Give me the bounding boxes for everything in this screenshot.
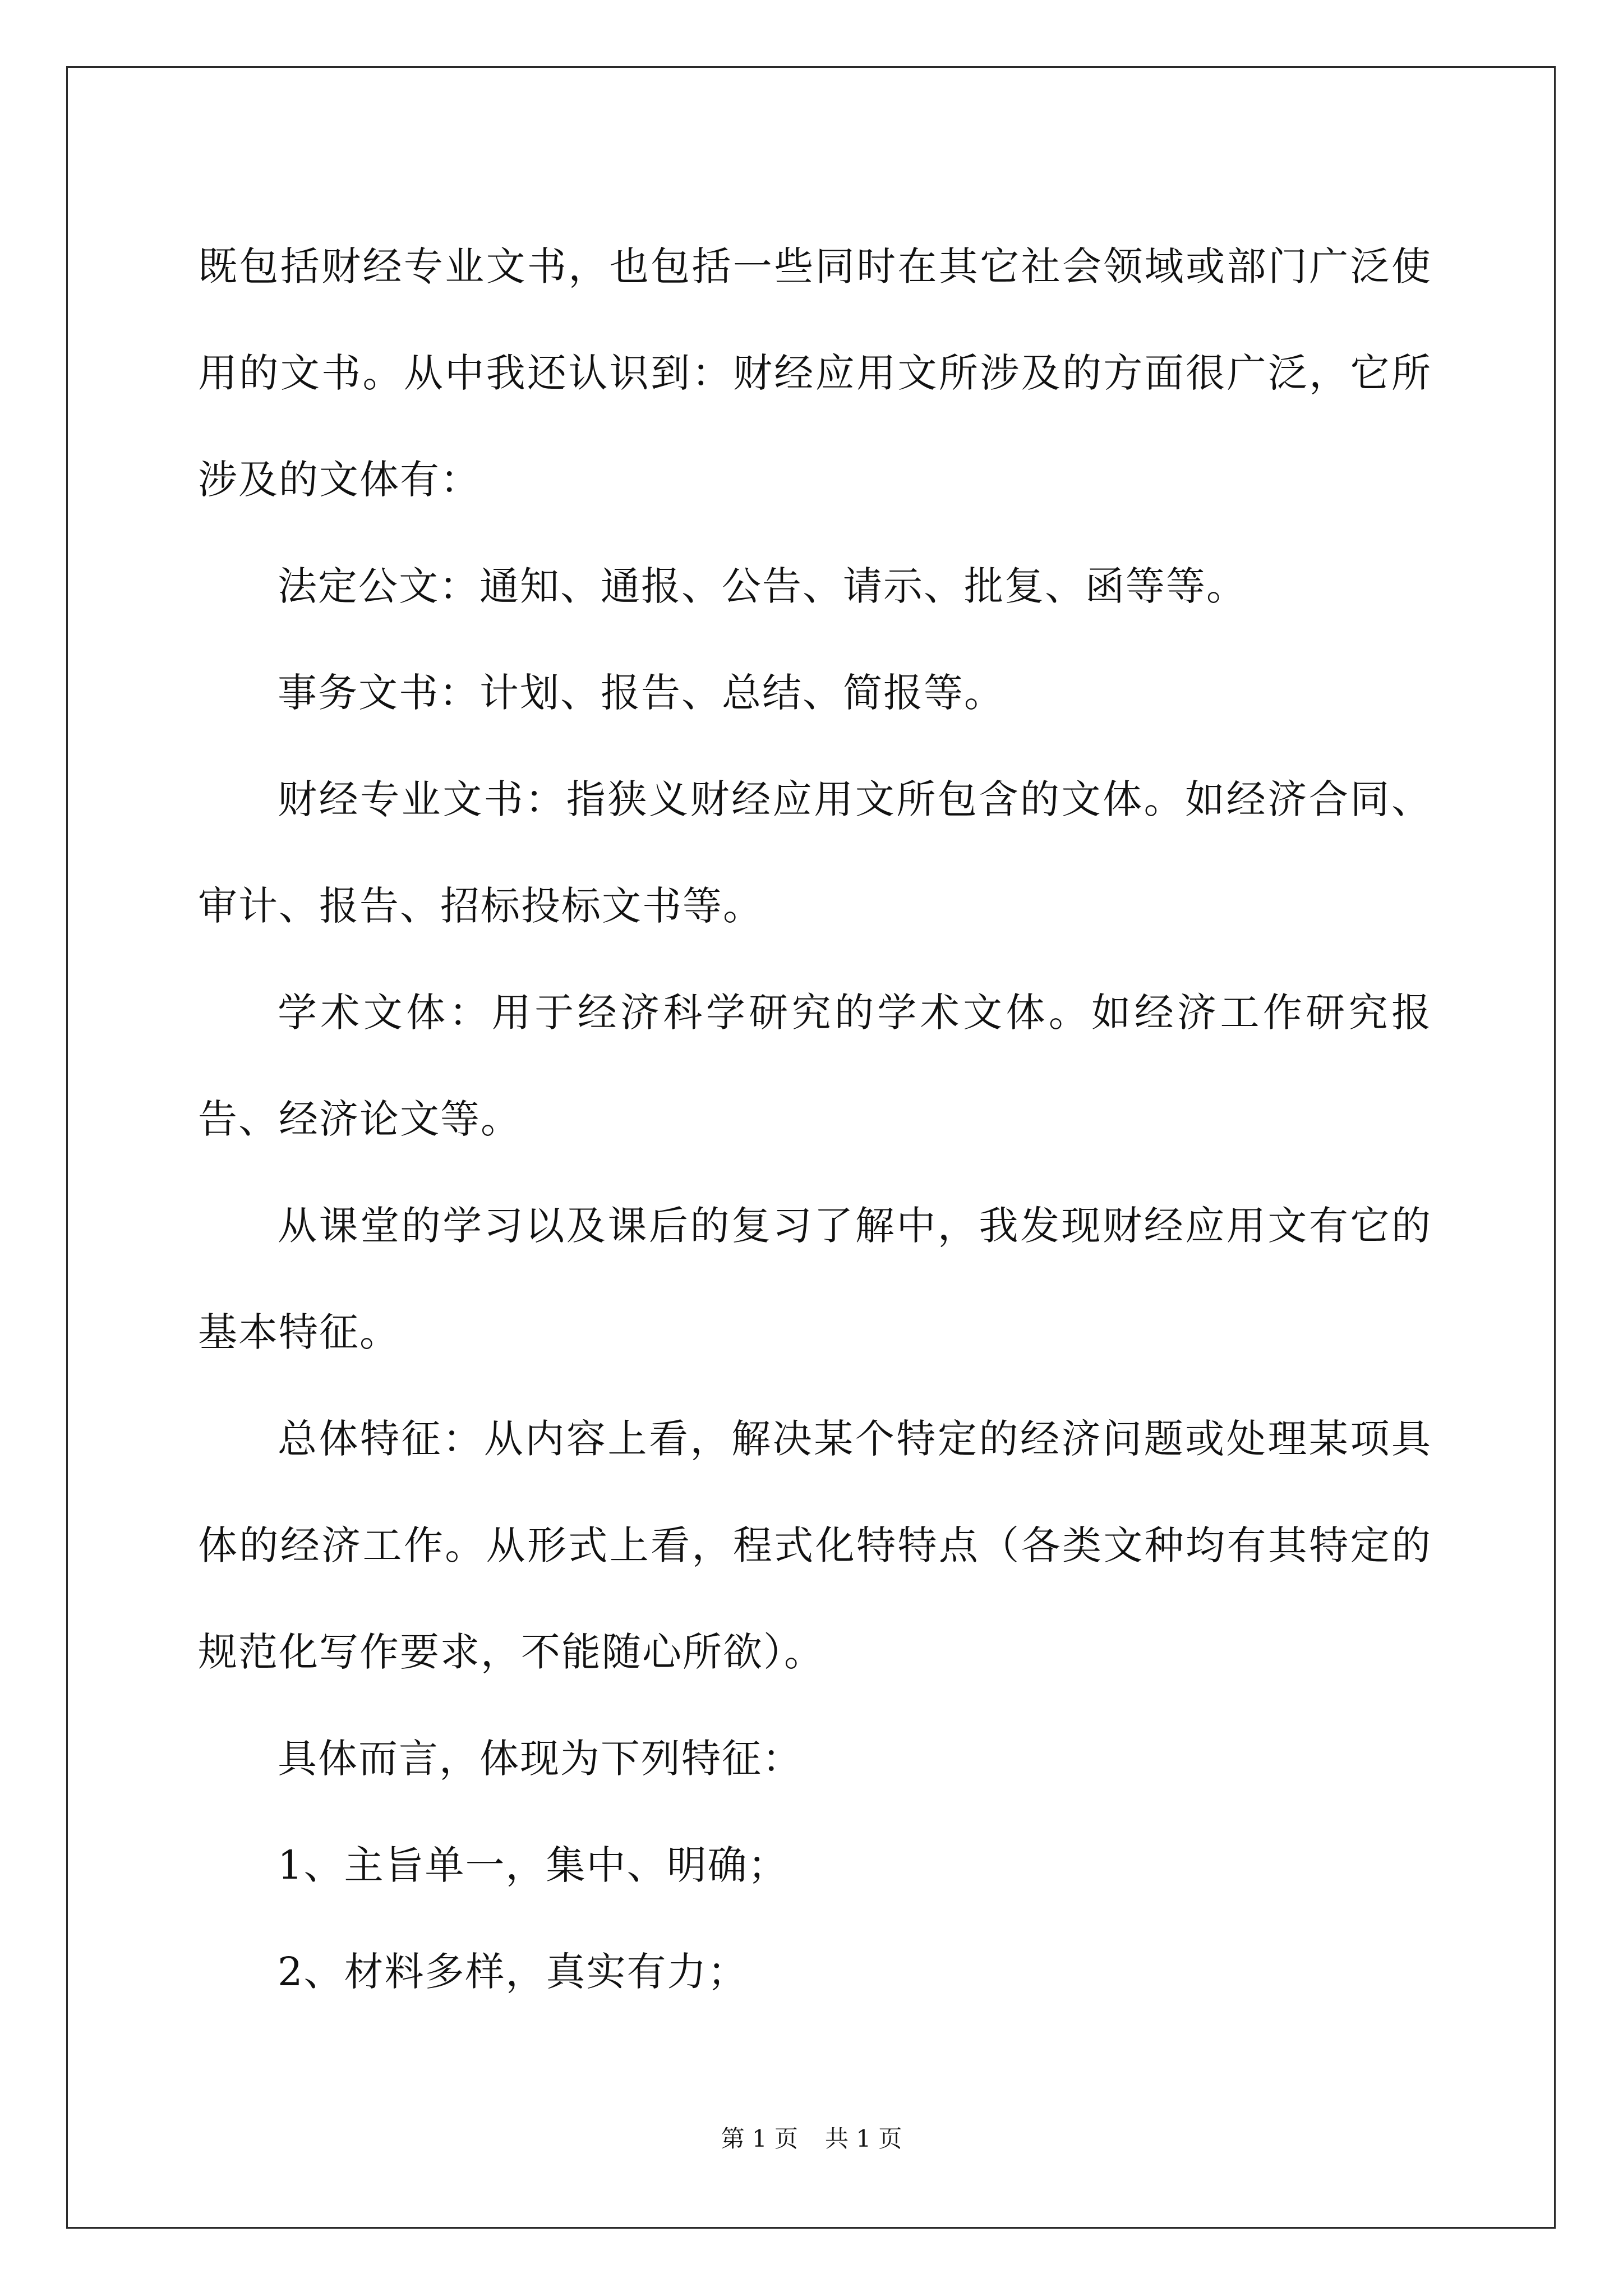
- document-body: [198, 213, 1432, 2025]
- paragraph: 具体而言，体现为下列特征：: [278, 1736, 803, 1782]
- list-item: 2、材料多样，真实有力；: [278, 1949, 748, 1995]
- page-number: 第 1 页: [721, 2125, 798, 2152]
- page-footer: [0, 2120, 1623, 2154]
- paragraph: 从课堂的学习以及课后的复习了解中，我发现财经应用文有它的基本特征。: [198, 1203, 1432, 1355]
- paragraph: 总体特征：从内容上看，解决某个特定的经济问题或处理某项具体的经济工作。从形式上看，程式化特特点（各类文种均有其特定的规范化写作要求，不能随心所欲）。: [198, 1416, 1432, 1675]
- list-item: 1、主旨单一，集中、明确；: [278, 1842, 789, 1888]
- paragraph: 法定公文：通知、通报、公告、请示、批复、函等等。: [278, 563, 1247, 609]
- page-total: 共 1 页: [825, 2125, 902, 2152]
- paragraph: 学术文体：用于经济科学研究的学术文体。如经济工作研究报告、经济论文等。: [198, 990, 1432, 1142]
- paragraph: 既包括财经专业文书，也包括一些同时在其它社会领域或部门广泛使用的文书。从中我还认识到：财经应用文所涉及的方面很广泛，它所涉及的文体有：: [198, 243, 1432, 503]
- paragraph: 财经专业文书：指狭义财经应用文所包含的文体。如经济合同、审计、报告、招标投标文书等。: [198, 776, 1432, 929]
- paragraph: 事务文书：计划、报告、总结、简报等。: [278, 670, 1004, 716]
